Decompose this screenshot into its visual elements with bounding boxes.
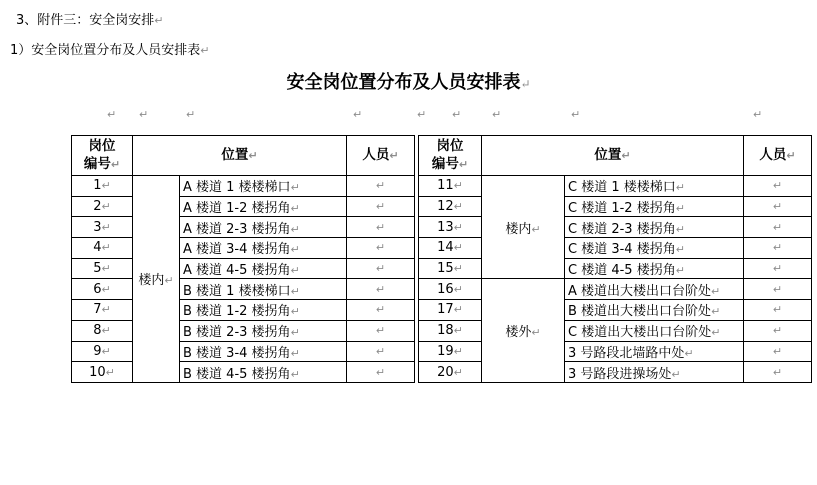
paragraph-mark: ↵ <box>375 179 386 193</box>
location-text: C 楼道 4-5 楼拐角 <box>568 263 676 279</box>
post-number-cell <box>419 258 482 279</box>
post-number-cell <box>419 341 482 362</box>
paragraph-mark: ↵ <box>154 14 164 27</box>
location-text: A 楼道 3-4 楼拐角 <box>183 242 291 258</box>
post-number: 13 <box>437 219 454 235</box>
table-row <box>72 300 812 321</box>
staff-cell[interactable] <box>347 258 415 279</box>
staff-cell[interactable] <box>744 258 812 279</box>
header-post-number <box>419 136 482 176</box>
post-number-cell <box>72 238 133 259</box>
header-location <box>133 136 347 176</box>
paragraph-mark: ↵ <box>772 324 783 338</box>
staff-cell[interactable] <box>347 217 415 238</box>
post-number: 3 <box>93 219 102 235</box>
paragraph-mark: ↵ <box>375 262 386 276</box>
paragraph-mark: ↵ <box>772 262 783 276</box>
post-number: 8 <box>93 323 102 339</box>
paragraph-mark: ↵ <box>290 264 300 278</box>
table-row <box>72 279 812 300</box>
location-cell <box>180 362 347 383</box>
paragraph-mark: ↵ <box>453 200 463 214</box>
paragraph-mark: ↵ <box>375 220 386 234</box>
paragraph-mark: ↵ <box>290 346 300 360</box>
header-post-number-line1: 岗位 <box>436 138 464 154</box>
paragraph-mark: ↵ <box>101 241 111 255</box>
paragraph-mark: ↵ <box>101 262 111 276</box>
staff-cell[interactable] <box>744 362 812 383</box>
group-cell <box>482 279 565 382</box>
header-location <box>482 136 744 176</box>
paragraph-mark: ↵ <box>107 108 117 121</box>
paragraph-mark: ↵ <box>772 344 783 358</box>
location-cell <box>180 176 347 197</box>
staff-cell[interactable] <box>347 196 415 217</box>
section-heading <box>16 9 164 28</box>
location-text: A 楼道 4-5 楼拐角 <box>183 263 291 279</box>
paragraph-mark: ↵ <box>675 222 685 236</box>
group-label: 楼内 <box>138 273 165 289</box>
post-number: 9 <box>93 343 102 359</box>
staff-cell[interactable] <box>744 217 812 238</box>
table-row <box>72 217 812 238</box>
location-text: A 楼道 1 楼楼梯口 <box>183 180 291 196</box>
paragraph-mark: ↵ <box>375 241 386 255</box>
paragraph-mark: ↵ <box>531 326 541 340</box>
paragraph-mark: ↵ <box>772 241 783 255</box>
paragraph-mark: ↵ <box>290 367 300 381</box>
paragraph-mark: ↵ <box>458 158 469 171</box>
paragraph-mark: ↵ <box>492 108 502 121</box>
post-number-cell <box>72 362 133 383</box>
paragraph-mark: ↵ <box>453 179 463 193</box>
paragraph-mark: ↵ <box>375 324 386 338</box>
paragraph-mark: ↵ <box>772 282 783 296</box>
paragraph-mark: ↵ <box>105 365 115 379</box>
location-text: C 楼道 1-2 楼拐角 <box>568 201 676 217</box>
post-number-cell <box>419 217 482 238</box>
paragraph-mark: ↵ <box>101 200 111 214</box>
paragraph-mark: ↵ <box>290 284 300 298</box>
group-cell <box>133 176 180 383</box>
paragraph-mark: ↵ <box>772 200 783 214</box>
paragraph-mark: ↵ <box>290 202 300 216</box>
post-number-cell <box>419 362 482 383</box>
table-title <box>0 68 817 94</box>
paragraph-mark: ↵ <box>453 282 463 296</box>
header-post-number <box>72 136 133 176</box>
staff-cell[interactable] <box>744 300 812 321</box>
post-number: 11 <box>437 178 454 194</box>
staff-cell[interactable] <box>347 320 415 341</box>
paragraph-mark: ↵ <box>139 108 149 121</box>
post-number-cell <box>419 238 482 259</box>
location-cell <box>180 279 347 300</box>
post-number-cell <box>419 300 482 321</box>
post-number: 16 <box>437 281 454 297</box>
paragraph-mark: ↵ <box>711 326 721 340</box>
post-number: 14 <box>437 240 454 256</box>
paragraph-mark: ↵ <box>375 282 386 296</box>
paragraph-mark: ↵ <box>101 303 111 317</box>
paragraph-mark: ↵ <box>772 303 783 317</box>
location-cell <box>180 300 347 321</box>
staff-cell[interactable] <box>744 279 812 300</box>
paragraph-mark: ↵ <box>753 108 763 121</box>
paragraph-mark: ↵ <box>101 282 111 296</box>
location-cell <box>180 217 347 238</box>
paragraph-mark: ↵ <box>186 108 196 121</box>
subsection-heading-text: 1）安全岗位置分布及人员安排表 <box>10 43 201 58</box>
post-number: 12 <box>437 199 454 215</box>
location-text: B 楼道 2-3 楼拐角 <box>183 325 291 341</box>
staff-cell[interactable] <box>347 300 415 321</box>
location-cell <box>180 320 347 341</box>
location-text: B 楼道 4-5 楼拐角 <box>183 366 291 382</box>
staff-cell[interactable] <box>347 238 415 259</box>
paragraph-mark: ↵ <box>772 179 783 193</box>
paragraph-mark: ↵ <box>453 262 463 276</box>
header-location-text: 位置 <box>594 147 622 163</box>
paragraph-mark: ↵ <box>675 243 685 257</box>
paragraph-mark: ↵ <box>675 181 685 195</box>
paragraph-mark: ↵ <box>375 344 386 358</box>
post-number-cell <box>72 341 133 362</box>
paragraph-mark: ↵ <box>101 344 111 358</box>
post-number: 10 <box>89 364 106 380</box>
location-text: B 楼道 1 楼楼梯口 <box>183 283 291 299</box>
paragraph-mark: ↵ <box>571 108 581 121</box>
staff-cell[interactable] <box>347 341 415 362</box>
location-cell <box>565 176 744 197</box>
paragraph-mark: ↵ <box>101 220 111 234</box>
location-text: A 楼道 1-2 楼拐角 <box>183 201 291 217</box>
location-text: C 楼道出大楼出口台阶处 <box>568 325 712 341</box>
paragraph-mark: ↵ <box>453 324 463 338</box>
location-cell <box>565 196 744 217</box>
post-number-cell <box>419 176 482 197</box>
paragraph-mark: ↵ <box>531 222 541 236</box>
table-row <box>72 341 812 362</box>
staff-cell[interactable] <box>744 196 812 217</box>
paragraph-mark: ↵ <box>290 305 300 319</box>
header-post-number-line2: 编号 <box>83 156 111 172</box>
paragraph-mark: ↵ <box>375 365 386 379</box>
post-number-cell <box>72 320 133 341</box>
paragraph-mark: ↵ <box>290 243 300 257</box>
paragraph-mark: ↵ <box>711 284 721 298</box>
table-row <box>72 320 812 341</box>
staff-cell[interactable] <box>347 279 415 300</box>
post-number: 2 <box>93 199 102 215</box>
header-location-text: 位置 <box>221 147 249 163</box>
table-row <box>72 258 812 279</box>
paragraph-mark: ↵ <box>453 344 463 358</box>
post-number: 20 <box>437 364 454 380</box>
paragraph-mark: ↵ <box>101 324 111 338</box>
post-number: 17 <box>437 302 454 318</box>
post-number-cell <box>419 279 482 300</box>
post-number: 5 <box>93 261 102 277</box>
paragraph-mark: ↵ <box>772 220 783 234</box>
paragraph-mark: ↵ <box>375 200 386 214</box>
table-header-row <box>72 136 812 176</box>
table-title-text: 安全岗位置分布及人员安排表 <box>286 72 521 93</box>
table-row <box>72 238 812 259</box>
location-cell <box>180 341 347 362</box>
post-number: 4 <box>93 240 102 256</box>
paragraph-mark: ↵ <box>671 367 681 381</box>
paragraph-mark: ↵ <box>684 346 694 360</box>
post-number: 1 <box>93 178 102 194</box>
staff-cell[interactable] <box>744 320 812 341</box>
location-text: B 楼道出大楼出口台阶处 <box>568 304 712 320</box>
location-cell <box>565 279 744 300</box>
section-heading-text: 3、附件三：安全岗安排 <box>16 13 155 28</box>
paragraph-mark: ↵ <box>110 158 121 171</box>
paragraph-mark: ↵ <box>453 241 463 255</box>
paragraph-mark: ↵ <box>452 108 462 121</box>
table-row <box>72 362 812 383</box>
security-post-table <box>71 135 812 383</box>
location-cell <box>565 362 744 383</box>
paragraph-mark: ↵ <box>164 274 174 288</box>
paragraph-mark: ↵ <box>248 149 258 162</box>
post-number: 19 <box>437 343 454 359</box>
staff-cell[interactable] <box>744 176 812 197</box>
post-number-cell <box>72 279 133 300</box>
location-text: B 楼道 3-4 楼拐角 <box>183 345 291 361</box>
paragraph-mark: ↵ <box>389 149 399 162</box>
paragraph-mark: ↵ <box>786 149 796 162</box>
paragraph-mark: ↵ <box>290 181 300 195</box>
paragraph-mark: ↵ <box>621 149 631 162</box>
subsection-heading <box>10 39 210 58</box>
location-text: 3 号路段北墙路中处 <box>568 345 685 361</box>
header-staff-text: 人员 <box>362 147 390 163</box>
location-cell <box>565 300 744 321</box>
location-cell <box>565 341 744 362</box>
header-post-number-line2: 编号 <box>431 156 459 172</box>
paragraph-mark: ↵ <box>772 365 783 379</box>
table-row <box>72 176 812 197</box>
paragraph-mark: ↵ <box>675 202 685 216</box>
paragraph-mark: ↵ <box>375 303 386 317</box>
group-label: 楼外 <box>505 325 532 341</box>
paragraph-mark: ↵ <box>675 264 685 278</box>
staff-cell[interactable] <box>744 238 812 259</box>
location-text: A 楼道 2-3 楼拐角 <box>183 221 291 237</box>
paragraph-mark: ↵ <box>520 77 531 91</box>
post-number: 18 <box>437 323 454 339</box>
location-cell <box>565 320 744 341</box>
location-cell <box>565 217 744 238</box>
paragraph-mark: ↵ <box>417 108 427 121</box>
paragraph-mark: ↵ <box>101 179 111 193</box>
paragraph-mark: ↵ <box>290 326 300 340</box>
post-number-cell <box>72 300 133 321</box>
location-text: 3 号路段进操场处 <box>568 366 672 382</box>
table-row <box>72 196 812 217</box>
header-staff <box>744 136 812 176</box>
paragraph-mark: ↵ <box>290 222 300 236</box>
post-number-cell <box>72 217 133 238</box>
header-staff-text: 人员 <box>759 147 787 163</box>
paragraph-mark: ↵ <box>711 305 721 319</box>
post-number-cell <box>72 258 133 279</box>
group-cell <box>482 176 565 279</box>
location-cell <box>180 238 347 259</box>
post-number-cell <box>419 196 482 217</box>
header-post-number-line1: 岗位 <box>88 138 116 154</box>
staff-cell[interactable] <box>744 341 812 362</box>
post-number-cell <box>72 176 133 197</box>
group-label: 楼内 <box>505 221 532 237</box>
staff-cell[interactable] <box>347 362 415 383</box>
post-number-cell <box>419 320 482 341</box>
header-staff <box>347 136 415 176</box>
location-text: A 楼道出大楼出口台阶处 <box>568 283 712 299</box>
location-cell <box>565 258 744 279</box>
post-number: 15 <box>437 261 454 277</box>
paragraph-mark: ↵ <box>453 365 463 379</box>
location-cell <box>180 258 347 279</box>
location-cell <box>565 238 744 259</box>
paragraph-mark: ↵ <box>453 303 463 317</box>
location-text: B 楼道 1-2 楼拐角 <box>183 304 291 320</box>
post-number: 7 <box>93 302 102 318</box>
staff-cell[interactable] <box>347 176 415 197</box>
location-cell <box>180 196 347 217</box>
post-number: 6 <box>93 281 102 297</box>
paragraph-mark: ↵ <box>200 44 210 57</box>
post-number-cell <box>72 196 133 217</box>
paragraph-mark: ↵ <box>453 220 463 234</box>
location-text: C 楼道 2-3 楼拐角 <box>568 221 676 237</box>
paragraph-mark: ↵ <box>353 108 363 121</box>
location-text: C 楼道 1 楼楼梯口 <box>568 180 676 196</box>
location-text: C 楼道 3-4 楼拐角 <box>568 242 676 258</box>
